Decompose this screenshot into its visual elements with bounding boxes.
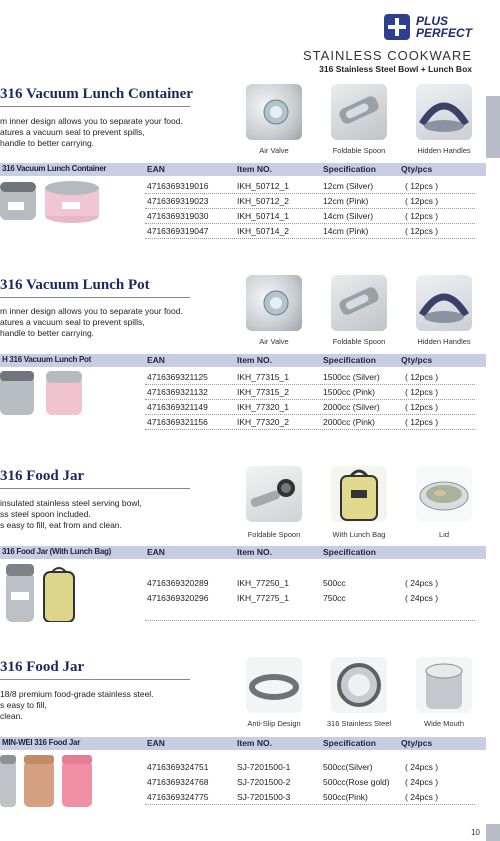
feature-caption: Hidden Handles (417, 337, 471, 346)
feature-caption: Foldable Spoon (332, 146, 386, 155)
section-title: 316 Vacuum Lunch Container (0, 86, 193, 102)
section-title: 316 Food Jar (0, 659, 85, 675)
product-column-header: 316 Vacuum Lunch Container (2, 164, 107, 173)
section-food-jar-with-bag (0, 466, 486, 636)
table-row: 4716369324768 SJ-7201500-2 500cc(Rose gold) ( 24pcs ) (147, 777, 439, 787)
table-rule (145, 606, 475, 621)
page-number: 10 (471, 828, 480, 837)
table-row: 4716369324775 SJ-7201500-3 500cc(Pink) ( 24pcs ) (145, 790, 475, 805)
section-description: m inner design allows you to separate your food. atures a vacuum seal to prevent spills, handle to better carrying. (0, 116, 183, 148)
feature-caption: 316 Stainless Steel (326, 719, 392, 728)
brand-logo (384, 14, 472, 40)
section-title: 316 Food Jar (0, 468, 85, 484)
spec-table-header (0, 546, 486, 559)
table-row: 4716369321132 IKH_77315_2 1500cc (Pink) ( 12pcs ) (145, 385, 475, 400)
lunch-bag-photo (331, 466, 387, 522)
qty-column-header: Qty/pcs (401, 355, 433, 365)
ean-column-header: EAN (147, 164, 165, 174)
product-photo-pink (44, 371, 84, 415)
section-description: m inner design allows you to separate your food. atures a vacuum seal to prevent spills, handle to better carrying. (0, 306, 183, 338)
product-column-header: 316 Food Jar (With Lunch Bag) (2, 547, 112, 556)
qty-column-header: Qty/pcs (401, 738, 433, 748)
feature-caption: Hidden Handles (417, 146, 471, 155)
table-row: 4716369320289 IKH_77250_1 500cc ( 24pcs ) (147, 578, 439, 588)
table-row: 4716369321156 IKH_77320_2 2000cc (Pink) ( 12pcs ) (145, 415, 475, 430)
hidden-handles-photo (416, 275, 472, 331)
spec-table-header (0, 163, 486, 176)
spec-column-header: Specification (323, 164, 376, 174)
stainless-steel-photo (331, 657, 387, 713)
item-no-column-header: Item NO. (237, 547, 272, 557)
brand-title: STAINLESS COOKWARE (303, 48, 472, 63)
anti-slip-photo (246, 657, 302, 713)
product-column-header: MIN-WEI 316 Food Jar (2, 738, 81, 747)
air-valve-photo (246, 275, 302, 331)
section-title: 316 Vacuum Lunch Pot (0, 277, 150, 293)
feature-caption: Anti-Slip Design (247, 719, 301, 728)
table-row: 4716369319023 IKH_50712_2 12cm (Pink) ( 12pcs ) (145, 194, 475, 209)
product-photo-silver (0, 755, 18, 807)
product-photo-lunch-bag (42, 564, 76, 622)
ean-column-header: EAN (147, 547, 165, 557)
product-column-header: H 316 Vacuum Lunch Pot (2, 355, 91, 364)
section-description: insulated stainless steel serving bowl, ss steel spoon included. s easy to fill, eat from and clean. (0, 498, 142, 530)
table-row: 4716369321125 IKH_77315_1 1500cc (Silver) ( 12pcs ) (145, 370, 475, 385)
qty-column-header: Qty/pcs (401, 164, 433, 174)
ean-column-header: EAN (147, 738, 165, 748)
feature-caption: Foldable Spoon (332, 337, 386, 346)
title-divider (0, 106, 190, 107)
table-row: 4716369319016 IKH_50712_1 12cm (Silver) ( 12pcs ) (145, 179, 475, 194)
title-divider (0, 488, 190, 489)
air-valve-photo (246, 84, 302, 140)
title-divider (0, 297, 190, 298)
product-photo-pink (44, 180, 100, 224)
product-photo-silver (0, 371, 36, 415)
feature-caption: Air Valve (259, 337, 289, 346)
spec-table-header (0, 737, 486, 750)
logo-line-1: PLUS (415, 14, 448, 28)
feature-caption: Air Valve (259, 146, 289, 155)
item-no-column-header: Item NO. (237, 355, 272, 365)
table-row: 4716369324751 SJ-7201500-1 500cc(Silver) ( 24pcs ) (147, 762, 439, 772)
section-food-jar-minwei (0, 657, 486, 822)
spec-column-header: Specification (323, 738, 376, 748)
product-photo-food-jar (4, 564, 36, 622)
spec-column-header: Specification (323, 355, 376, 365)
hidden-handles-photo (416, 84, 472, 140)
product-photo-silver (0, 180, 38, 222)
wide-mouth-photo (416, 657, 472, 713)
table-row: 4716369319047 IKH_50714_2 14cm (Pink) ( 12pcs ) (145, 224, 475, 239)
feature-caption: Foldable Spoon (247, 530, 301, 539)
product-photo-pink (62, 755, 94, 807)
table-row: 4716369320296 IKH_77275_1 750cc ( 24pcs ) (147, 593, 439, 603)
brand-header (262, 14, 472, 74)
feature-caption: Lid (438, 530, 449, 539)
section-vacuum-lunch-container (0, 84, 486, 259)
foldable-spoon-photo (331, 275, 387, 331)
feature-caption: With Lunch Bag (332, 530, 386, 539)
product-photo-rose-gold (24, 755, 56, 807)
brand-subtitle: 316 Stainless Steel Bowl + Lunch Box (319, 64, 472, 74)
page-tab-marker (486, 824, 500, 841)
item-no-column-header: Item NO. (237, 738, 272, 748)
title-divider (0, 679, 190, 680)
feature-caption: Wide Mouth (423, 719, 465, 728)
section-description: 18/8 premium food-grade stainless steel. s easy to fill, clean. (0, 689, 154, 721)
plus-logo-icon (384, 14, 410, 40)
side-tab-marker (486, 96, 500, 158)
foldable-spoon-photo (331, 84, 387, 140)
spec-column-header: Specification (323, 547, 376, 557)
spec-table-header (0, 354, 486, 367)
logo-line-2: PERFECT (415, 26, 472, 40)
ean-column-header: EAN (147, 355, 165, 365)
lid-photo (416, 466, 472, 522)
foldable-spoon-photo (246, 466, 302, 522)
table-row: 4716369319030 IKH_50714_1 14cm (Silver) ( 12pcs ) (145, 209, 475, 224)
item-no-column-header: Item NO. (237, 164, 272, 174)
section-vacuum-lunch-pot (0, 275, 486, 450)
table-row: 4716369321149 IKH_77320_1 2000cc (Silver) ( 12pcs ) (145, 400, 475, 415)
